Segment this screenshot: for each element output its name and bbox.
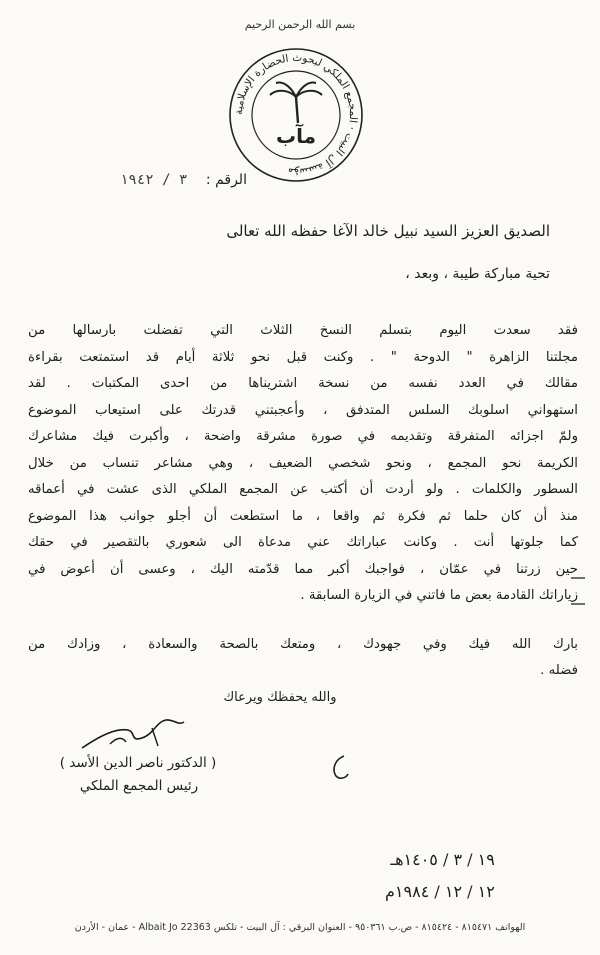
body-line: استهواني اسلوبك السلس المتدفق ، وأعجبتني قدرتك على استيعاب الموضوع — [28, 402, 578, 418]
margin-tick-mark — [571, 575, 585, 581]
body-line: حين زرتنا في عمّان ، فواجبك أكبر مما قدّمته اليك ، وعسى أن أعوض في — [28, 561, 578, 577]
letter-body — [28, 318, 578, 610]
hijri-date: ١٩ / ٣ / ١٤٠٥هـ — [390, 850, 495, 869]
closing-paragraph — [28, 632, 578, 684]
reference-value: ٣ / ١٩٤٢ — [120, 172, 188, 188]
handwritten-mark — [328, 752, 352, 782]
body-line: فقد سعدت اليوم بتسلم النسخ الثلاث التي تفضلت بارسالها من — [28, 323, 578, 338]
closing-line: فضله . — [540, 663, 578, 678]
signer-name: ( الدكتور ناصر الدين الأسد ) — [59, 755, 217, 771]
closing-line: بارك الله فيك وفي جهودك ، ومتعك بالصحة والسعادة ، وزادك من — [28, 637, 578, 652]
gregorian-date: ١٢ / ١٢ / ١٩٨٤م — [385, 882, 495, 901]
farewell: والله يحفظك ويرعاك — [223, 690, 337, 705]
institution-seal — [226, 45, 366, 185]
reference-label: الرقم : — [205, 172, 247, 188]
reference-number — [120, 172, 247, 188]
body-line: السطور والكلمات . ولو أردت أن أكتب عن المجمع الملكي الذى عشت في أعماقه — [28, 482, 578, 497]
body-line: مقالك في العدد نفسه من نسخة اشتريناها من احدى المكتبات . لقد — [28, 376, 578, 391]
body-line: ولمّ اجزائه المتفرقة وتقديمه في صورة مشرقة واضحة ، وأكبرت فيك مشاعرك — [28, 429, 578, 444]
body-line: زياراتك القادمة بعض ما فاتني في الزيارة السابقة . — [300, 588, 578, 603]
salutation: الصديق العزيز السيد نبيل خالد الآغا حفظه الله تعالى — [226, 222, 550, 240]
letter-dates — [385, 844, 495, 908]
basmala: بسم الله الرحمن الرحيم — [244, 18, 356, 31]
seal-arc-text: مؤسسة آل البيت · المجمع الملكي لبحوث الحضارة الإسلامية — [232, 51, 360, 179]
handwritten-signature — [70, 708, 190, 758]
body-line: كما جلوتها أنت . وكانت عباراتك عني مدعاة الى شعوري بالتقصير في حقك — [28, 535, 578, 550]
palm-tree-icon — [270, 83, 322, 123]
seal-monogram: مآب — [276, 124, 316, 148]
body-line: منذ أن كان حلما ثم فكرة ثم واقعا ، ما استطعت أن أجلو جوانب هذا الموضوع — [28, 508, 578, 524]
signer-title: رئيس المجمع الملكي — [79, 778, 199, 794]
margin-tick-mark — [571, 601, 585, 607]
letterhead-footer: الهواتف ٨١٥٤٧١ - ٨١٥٤٢٤ - ص.ب ٩٥٠٣٦١ - العنوان البرقي : آل البيت - تلكس 22363 Albait Jo - عمان - الأردن — [74, 922, 526, 933]
body-line: الكريمة نحو المجمع ، ونحو شخصي الضعيف ، وهي مشاعر تنساب من خلال — [28, 455, 578, 471]
greeting: تحية مباركة طيبة ، وبعد ، — [405, 266, 550, 282]
body-line: مجلتنا الزاهرة " الدوحة " . وكنت قبل نحو ثلاثة أيام قد استمتعت بقراءة — [28, 349, 578, 365]
